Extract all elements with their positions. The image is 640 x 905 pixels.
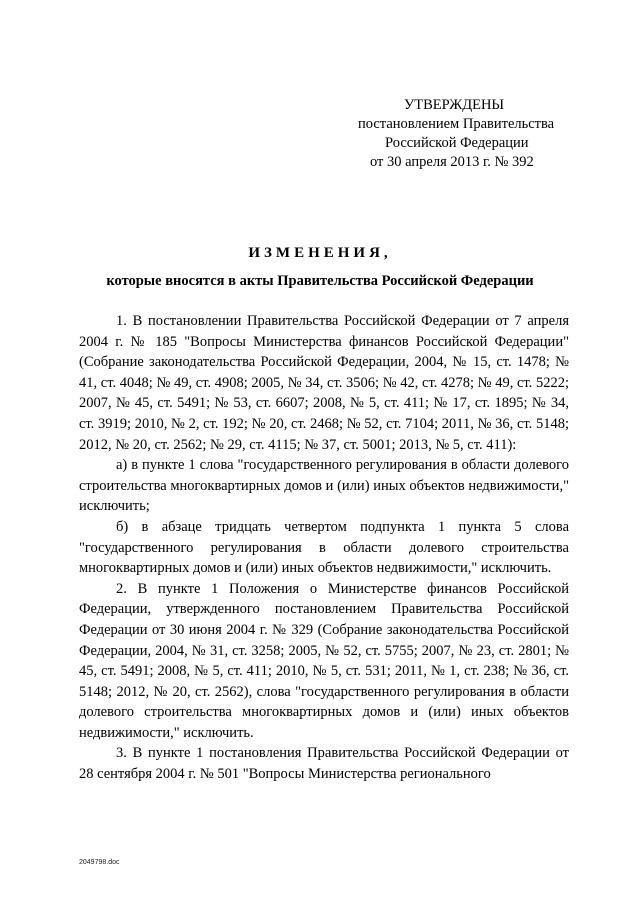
paragraph-subitem-b: б) в абзаце тридцать четвертом подпункта 1 пункта 5 слова "государственного регулирования в области долевого строительства многоквартирных домов и (или) иных объектов недвижимости," исключить. xyxy=(79,518,569,577)
approval-line-authority: постановлением Правительства xyxy=(358,116,555,132)
footer-filename: 2049798.doc xyxy=(79,859,120,866)
document-body xyxy=(79,311,569,785)
paragraph-item-2: 2. В пункте 1 Положения о Министерстве финансов Российской Федерации, утвержденного постановлением Правительства Российской Федерации от 30 июня 2004 г. № 329 (Собрание законодательства Российской Федерации, 2004, № 31, ст. 3258; 2005, № 52, ст. 5755; 2007, № 23, ст. 2801; № 45, ст. 5491; 2008, № 5, ст. 411; 2010, № 5, ст. 531; 2011, № 1, ст. 238; № 36, ст. 5148; 2012, № 20, ст. 2562), слова "государственного регулирования в области долевого строительства многоквартирных домов и (или) иных объектов недвижимости," исключить. xyxy=(79,580,569,741)
paragraph-item-1: 1. В постановлении Правительства Российской Федерации от 7 апреля 2004 г. № 185 "Вопросы Министерства финансов Российской Федерации" (Собрание законодательства Российской Федерации, 2004, № 15, ст. 1478; № 41, ст. 4048; № 49, ст. 4908; 2005, № 34, ст. 3506; № 42, ст. 4278; № 49, ст. 5222; 2007, № 45, ст. 5491; № 53, ст. 6607; 2008, № 5, ст. 411; № 17, ст. 1895; № 34, ст. 3919; 2010, № 2, ст. 192; № 20, ст. 2468; № 52, ст. 7104; 2011, № 36, ст. 5148; 2012, № 20, ст. 2562; № 29, ст. 4115; № 37, ст. 5001; 2013, № 5, ст. 411): xyxy=(79,313,569,453)
approval-line-country: Российской Федерации xyxy=(385,135,529,151)
approval-line-date: от 30 апреля 2013 г. № 392 xyxy=(370,154,534,170)
approval-heading: УТВЕРЖДЕНЫ xyxy=(404,97,505,113)
document-title: ИЗМЕНЕНИЯ, xyxy=(248,245,392,261)
paragraph-subitem-a: а) в пункте 1 слова "государственного регулирования в области долевого строительства многоквартирных домов и (или) иных объектов недвижимости," исключить; xyxy=(79,457,569,515)
paragraph-item-3: 3. В пункте 1 постановления Правительства Российской Федерации от 28 сентября 2004 г. № 501 "Вопросы Министерства регионального xyxy=(79,745,569,783)
approval-block xyxy=(330,96,590,172)
document-subtitle: которые вносятся в акты Правительства Российской Федерации xyxy=(106,273,534,289)
